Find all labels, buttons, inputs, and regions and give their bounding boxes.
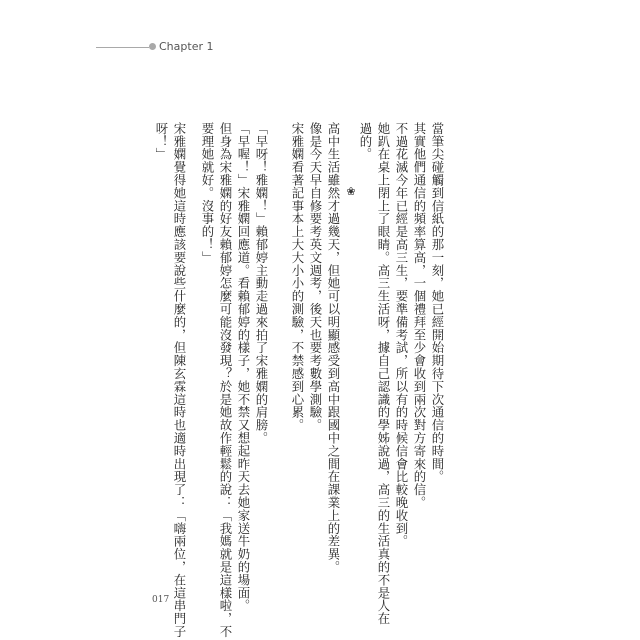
chapter-title: Chapter 1 bbox=[159, 40, 214, 53]
text-column-14: 呀！」 bbox=[154, 122, 169, 161]
chapter-bullet-icon bbox=[149, 43, 156, 50]
text-column-10: 「早喔！」宋雅嫻回應道。看賴郁婷的樣子，她不禁又想起昨天去她家送牛奶的場面。 bbox=[236, 122, 251, 613]
text-column-4: 她趴在桌上閉上了眼睛。高三生活呀，據自己認識的學姊說過，高三的生活真的不是人在 bbox=[376, 122, 391, 626]
text-column-8: 宋雅嫻看著記事本上大大小小的測驗，不禁感到心累。 bbox=[290, 122, 305, 432]
chapter-header bbox=[96, 40, 216, 54]
page-number: 017 bbox=[152, 595, 170, 605]
flower-ornament-icon: ❀ bbox=[346, 185, 356, 198]
text-column-12: 要理她就好。沒事的！」 bbox=[200, 122, 215, 264]
text-column-13: 宋雅嫻覺得她這時應該要說些什麼的，但陳玄霖這時也適時出現了：「嗨兩位，在這串門子 bbox=[172, 122, 187, 638]
text-column-11: 但身為宋雅嫻的好友賴郁婷怎麼可能沒發現？於是她故作輕鬆的說：「我媽就是這樣啦，不 bbox=[218, 122, 233, 638]
text-column-1: 當筆尖碰觸到信紙的那一刻，她已經開始期待下次通信的時間。 bbox=[430, 122, 445, 484]
text-column-9: 「早呀！雅嫻！」賴郁婷主動走過來拍了宋雅嫻的肩膀。 bbox=[254, 122, 269, 445]
chapter-rule bbox=[96, 47, 149, 48]
text-column-6: 高中生活雖然才過幾天，但她可以明顯感受到高中跟國中之間在課業上的差異。 bbox=[326, 122, 341, 574]
text-column-7: 像是今天早自修要考英文週考，後天也要考數學測驗。 bbox=[308, 122, 323, 432]
text-column-5: 過的。 bbox=[358, 122, 373, 161]
text-column-2: 其實他們通信的頻率算高，一個禮拜至少會收到兩次對方寄來的信。 bbox=[412, 122, 427, 509]
text-column-3: 不過花滅今年已經是高三生，要準備考試，所以有的時候信會比較晚收到。 bbox=[394, 122, 409, 548]
